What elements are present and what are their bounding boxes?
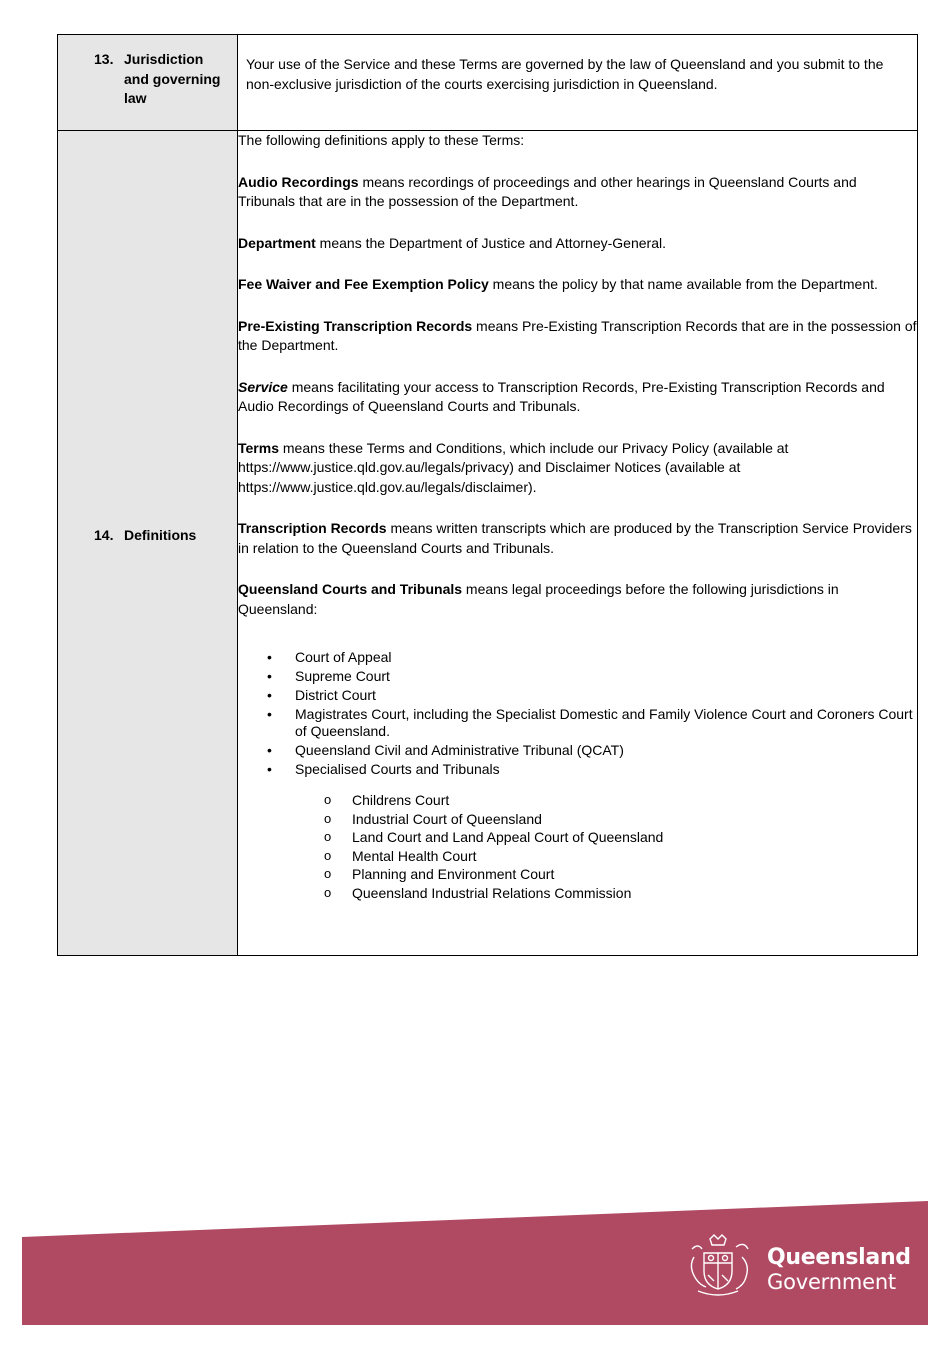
definition-text: means the Department of Justice and Attorney-General.: [315, 234, 666, 251]
definition-term: Transcription Records: [238, 520, 387, 536]
list-item: o Mental Health Court: [324, 847, 477, 864]
definition-text: means facilitating your access to Transcription Records, Pre-Existing Transcription Records and Audio Recordings of Queensland Courts and Tribunals.: [238, 378, 885, 414]
queensland-coat-of-arms-icon: [688, 1231, 768, 1303]
list-item: • Queensland Civil and Administrative Tribunal (QCAT): [267, 742, 624, 758]
list-item: • District Court: [267, 687, 376, 703]
list-item: o Queensland Industrial Relations Commission: [324, 884, 632, 901]
wordmark-line-2: Government: [767, 1270, 896, 1294]
definition-pre-existing-transcription-records: [238, 317, 917, 356]
list-item: o Land Court and Land Appeal Court of Queensland: [324, 829, 664, 846]
definition-term: Fee Waiver and Fee Exemption Policy: [238, 276, 489, 292]
list-item: • Supreme Court: [267, 668, 390, 684]
section-14-number: 14.: [94, 527, 114, 544]
definition-text: means legal proceedings before the following jurisdictions in Queensland:: [238, 581, 839, 617]
circle-bullet-icon: o: [324, 847, 332, 863]
definition-department: [238, 234, 917, 254]
section-14-body: [238, 131, 918, 956]
definition-text: means the policy by that name available from the Department.: [488, 276, 878, 292]
definition-queensland-courts-and-tribunals: [238, 580, 917, 619]
circle-bullet-icon: o: [324, 866, 332, 882]
list-item: o Planning and Environment Court: [324, 866, 555, 883]
queensland-government-wordmark: [767, 1246, 911, 1294]
wordmark-line-1: Queensland: [767, 1245, 911, 1270]
bullet-icon: •: [267, 742, 272, 758]
section-13-row: [58, 35, 918, 131]
definition-term: Queensland Courts and Tribunals: [238, 581, 463, 597]
definition-text: means recordings of proceedings and other hearings in Queensland Courts and Tribunals that are in the possession of the Department.: [238, 173, 857, 209]
definition-term: Service: [238, 378, 288, 395]
jurisdictions-list: [238, 649, 917, 902]
definition-terms: [238, 439, 917, 498]
bullet-icon: •: [267, 761, 272, 777]
definition-text: means these Terms and Conditions, which include our Privacy Policy (available at https://www.justice.qld.gov.au/legals/privacy) and Disclaimer Notices (available at https://www.justice.qld.gov.au/legals/disclaimer).: [238, 439, 789, 495]
definition-term: Terms: [238, 439, 279, 456]
bullet-icon: •: [267, 668, 272, 684]
list-item: o Industrial Court of Queensland: [324, 810, 542, 827]
definition-term: Pre-Existing Transcription Records: [238, 317, 473, 334]
circle-bullet-icon: o: [324, 884, 332, 900]
section-14-heading-cell: [58, 131, 238, 956]
section-14-row: [58, 131, 918, 956]
definition-text: means Pre-Existing Transcription Records that are in the possession of the Department.: [238, 317, 917, 353]
definition-service: [238, 378, 917, 417]
section-13-heading: Jurisdiction and governing law: [124, 51, 221, 106]
circle-bullet-icon: o: [324, 829, 332, 845]
list-item: • Magistrates Court, including the Specialist Domestic and Family Violence Court and Coroners Court of Queensland.: [267, 706, 913, 739]
circle-bullet-icon: o: [324, 792, 332, 807]
section-13-number: 13.: [94, 51, 114, 67]
definition-term: Department: [238, 234, 316, 251]
definition-transcription-records: [238, 519, 917, 558]
bullet-icon: •: [267, 706, 272, 722]
terms-table: [57, 34, 918, 956]
bullet-icon: •: [267, 649, 272, 665]
section-14-heading: Definitions: [124, 527, 197, 544]
definitions-intro: The following definitions apply to these Terms:: [238, 132, 525, 148]
definition-text: means written transcripts which are produced by the Transcription Service Providers in relation to the Queensland Courts and Tribunals.: [238, 520, 912, 556]
list-item: o Childrens Court: [324, 792, 450, 808]
definition-fee-waiver-policy: [238, 275, 917, 295]
section-13-heading-cell: [58, 35, 238, 131]
list-item: • Court of Appeal: [267, 649, 392, 665]
circle-bullet-icon: o: [324, 810, 332, 826]
section-13-text: Your use of the Service and these Terms are governed by the law of Queensland and you submit to the non-exclusive jurisdiction of the courts exercising jurisdiction in Queensland.: [246, 56, 884, 92]
bullet-icon: •: [267, 687, 272, 703]
section-13-body: [238, 35, 918, 131]
definition-audio-recordings: [238, 173, 917, 212]
list-item: • Specialised Courts and Tribunals o Childrens Court o Industrial Court of Queensland o Land Court and Land Appeal Court of Queensland o Mental Health Court o Planning and Environment Court o Queensland Industrial Relations Commission: [295, 761, 917, 902]
specialised-courts-list: [295, 792, 917, 902]
definition-term: Audio Recordings: [238, 173, 359, 190]
